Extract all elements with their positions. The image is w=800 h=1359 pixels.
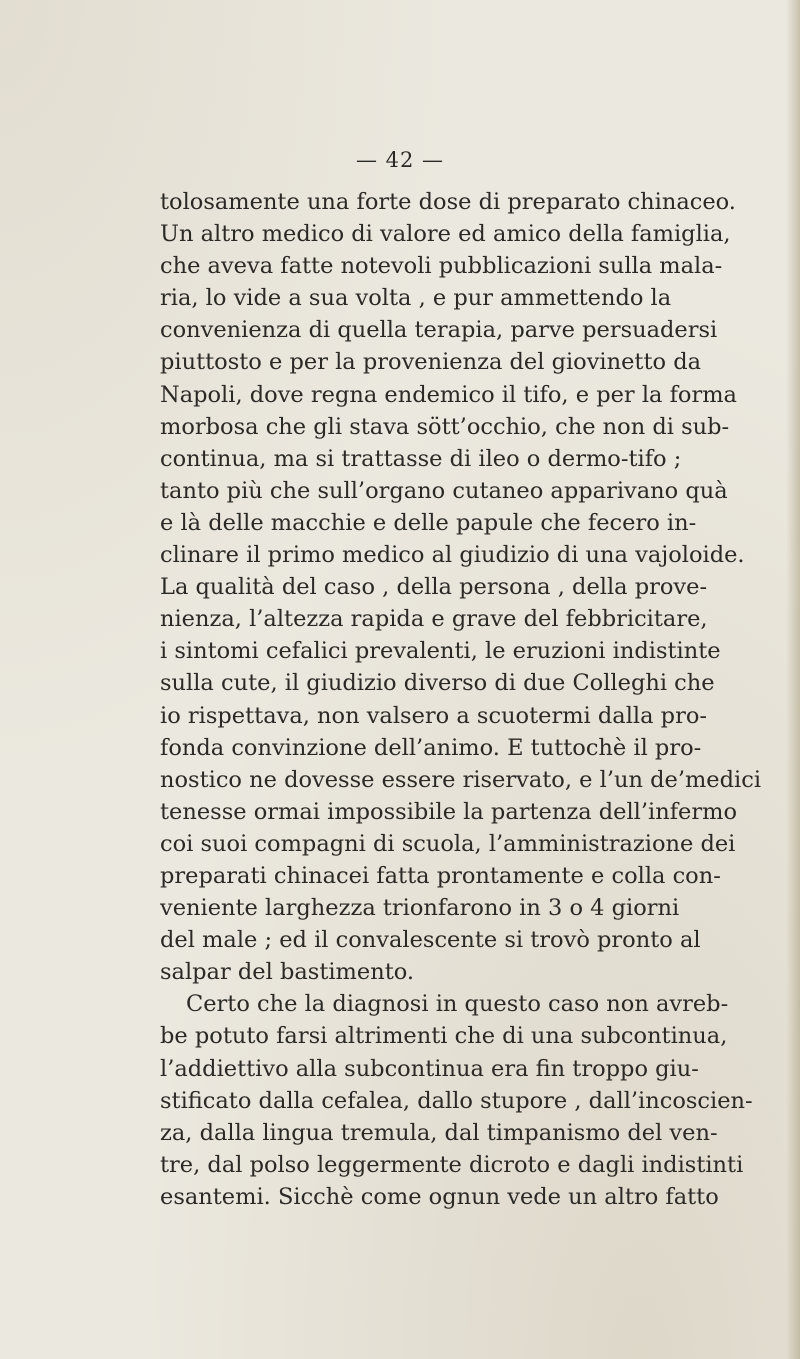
text-line: tenesse ormai impossibile la partenza dell’infermo (160, 798, 737, 825)
text-line: tolosamente una forte dose di preparato chinaceo. (160, 189, 736, 215)
page-edge-shadow (786, 0, 800, 1359)
text-line: fonda convinzione dell’animo. E tuttochè il pro- (160, 734, 702, 761)
page-number: — 42 — (355, 148, 445, 172)
text-line: morbosa che gli stava sött’occhio, che non di sub- (160, 413, 730, 440)
text-line: nienza, l’altezza rapida e grave del febbricitare, (160, 606, 708, 633)
text-line: coi suoi compagni di scuola, l’amministrazione dei (160, 830, 736, 857)
text-line: convenienza di quella terapia, parve persuadersi (160, 317, 718, 344)
text-line: Napoli, dove regna endemico il tifo, e per la forma (160, 381, 737, 408)
text-line: be potuto farsi altrimenti che di una subcontinua, (160, 1023, 728, 1050)
text-line: stificato dalla cefalea, dallo stupore , dall’incoscien- (160, 1087, 753, 1114)
text-line: piuttosto e per la provenienza del giovinetto da (160, 349, 702, 376)
text-line: veniente larghezza trionfarono in 3 o 4 giorni (160, 895, 680, 922)
text-line: i sintomi cefalici prevalenti, le eruzioni indistinte (160, 638, 721, 665)
text-line: esantemi. Sicchè come ognun vede un altro fatto (160, 1183, 719, 1210)
text-line: io rispettava, non valsero a scuotermi dalla pro- (160, 702, 707, 729)
text-line: salpar del bastimento. (160, 959, 415, 986)
text-line: preparati chinacei fatta prontamente e colla con- (160, 862, 721, 889)
text-line: La qualità del caso , della persona , della prove- (160, 574, 708, 601)
text-line: clinare il primo medico al giudizio di una vajoloide. (160, 542, 745, 569)
text-line: Un altro medico di valore ed amico della famiglia, (160, 221, 731, 248)
text-line: nostico ne dovesse essere riservato, e l’un de’medici (160, 766, 762, 793)
text-line: Certo che la diagnosi in questo caso non avreb- (186, 991, 729, 1018)
text-line: tre, dal polso leggermente dicroto e dagli indistinti (160, 1151, 744, 1178)
body-text (160, 186, 762, 1213)
text-line: del male ; ed il convalescente si trovò pronto al (160, 927, 701, 954)
text-line: ria, lo vide a sua volta , e pur ammettendo la (160, 285, 672, 312)
text-line: che aveva fatte notevoli pubblicazioni sulla mala- (160, 253, 723, 280)
text-line: sulla cute, il giudizio diverso di due Colleghi che (160, 670, 715, 697)
text-line: l’addiettivo alla subcontinua era fin troppo giu- (160, 1055, 699, 1082)
text-line: tanto più che sull’organo cutaneo apparivano quà (160, 477, 728, 504)
text-line: za, dalla lingua tremula, dal timpanismo del ven- (160, 1119, 718, 1146)
text-line: e là delle macchie e delle papule che fecero in- (160, 509, 697, 536)
text-line: continua, ma si trattasse di ileo o dermo-tifo ; (160, 445, 682, 472)
